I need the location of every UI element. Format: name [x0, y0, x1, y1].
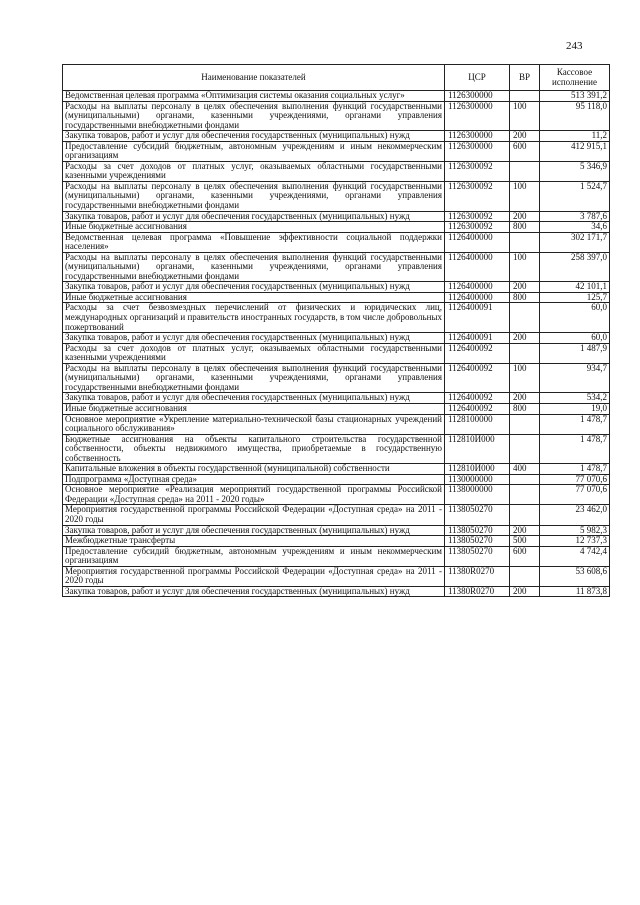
row-name: Закупка товаров, работ и услуг для обеспечения государственных (муниципальных) нужд — [63, 525, 445, 536]
row-sum: 42 101,1 — [540, 282, 610, 293]
table-row — [63, 101, 610, 131]
row-name: Мероприятия государственной программы Российской Федерации «Доступная среда» на 2011 - 2020 годы — [63, 505, 445, 525]
header-vr: ВР — [510, 65, 540, 91]
row-sum: 3 787,6 — [540, 211, 610, 222]
row-name: Ведомственная целевая программа «Оптимизация системы оказания социальных услуг» — [63, 91, 445, 102]
row-sum: 60,0 — [540, 303, 610, 333]
row-vr — [510, 505, 540, 525]
row-sum: 513 391,2 — [540, 91, 610, 102]
row-csr: 1126400092 — [445, 363, 510, 393]
table-row — [63, 414, 610, 434]
table-row — [63, 282, 610, 293]
row-sum: 934,7 — [540, 363, 610, 393]
table-row — [63, 546, 610, 566]
row-name: Иные бюджетные ассигнования — [63, 292, 445, 303]
row-name: Подпрограмма «Доступная среда» — [63, 474, 445, 485]
row-sum: 5 982,3 — [540, 525, 610, 536]
budget-table — [62, 64, 610, 597]
row-csr: 1126300092 — [445, 181, 510, 211]
row-name: Капитальные вложения в объекты государственной (муниципальной) собственности — [63, 464, 445, 475]
row-vr: 400 — [510, 464, 540, 475]
row-vr — [510, 343, 540, 363]
row-vr: 100 — [510, 363, 540, 393]
row-name: Расходы на выплаты персоналу в целях обеспечения выполнения функций государственными (муниципальными) органами, казенными учреждениями, органами управления государственными внебюджетными фондами — [63, 181, 445, 211]
table-row — [63, 211, 610, 222]
table-row — [63, 434, 610, 464]
row-sum: 412 915,1 — [540, 141, 610, 161]
table-row — [63, 464, 610, 475]
row-vr — [510, 474, 540, 485]
row-csr: 1126300092 — [445, 211, 510, 222]
row-vr — [510, 485, 540, 505]
row-name: Иные бюджетные ассигнования — [63, 403, 445, 414]
row-name: Расходы за счет безвозмездных перечислений от физических и юридических лиц, международных организаций и правительств иностранных государств, в том числе добровольных пожертвований — [63, 303, 445, 333]
row-sum: 4 742,4 — [540, 546, 610, 566]
row-sum: 5 346,9 — [540, 161, 610, 181]
table-row — [63, 586, 610, 597]
row-sum: 11,2 — [540, 131, 610, 142]
row-name: Бюджетные ассигнования на объекты капитального строительства государственной собственности, объекты недвижимого имущества, приобретаемые в государственную собственность — [63, 434, 445, 464]
row-name: Закупка товаров, работ и услуг для обеспечения государственных (муниципальных) нужд — [63, 282, 445, 293]
header-sum: Кассовое исполнение — [540, 65, 610, 91]
table-row — [63, 525, 610, 536]
page-number: 243 — [566, 40, 583, 52]
row-sum: 1 478,7 — [540, 414, 610, 434]
row-vr: 200 — [510, 393, 540, 404]
table-row — [63, 333, 610, 344]
row-name: Мероприятия государственной программы Российской Федерации «Доступная среда» на 2011 - 2020 годы — [63, 566, 445, 586]
row-sum: 11 873,8 — [540, 586, 610, 597]
row-sum: 302 171,7 — [540, 232, 610, 252]
row-name: Закупка товаров, работ и услуг для обеспечения государственных (муниципальных) нужд — [63, 211, 445, 222]
row-csr: 11380R0270 — [445, 566, 510, 586]
row-sum: 53 608,6 — [540, 566, 610, 586]
table-row — [63, 292, 610, 303]
row-csr: 112810И000 — [445, 434, 510, 464]
row-sum: 1 478,7 — [540, 434, 610, 464]
table-row — [63, 161, 610, 181]
header-csr: ЦСР — [445, 65, 510, 91]
row-name: Ведомственная целевая программа «Повышение эффективности социальной поддержки населения» — [63, 232, 445, 252]
row-csr: 1126300092 — [445, 161, 510, 181]
table-row — [63, 91, 610, 102]
row-vr: 100 — [510, 252, 540, 282]
row-csr: 1138050270 — [445, 505, 510, 525]
row-csr: 1126300000 — [445, 91, 510, 102]
table-row — [63, 181, 610, 211]
row-sum: 19,0 — [540, 403, 610, 414]
row-sum: 77 070,6 — [540, 474, 610, 485]
table-row — [63, 222, 610, 233]
row-vr: 200 — [510, 211, 540, 222]
row-vr — [510, 232, 540, 252]
row-csr: 1126400000 — [445, 252, 510, 282]
row-vr — [510, 566, 540, 586]
row-vr — [510, 434, 540, 464]
row-csr: 1126400092 — [445, 393, 510, 404]
row-vr: 200 — [510, 333, 540, 344]
row-vr: 200 — [510, 586, 540, 597]
row-csr: 1138000000 — [445, 485, 510, 505]
row-sum: 23 462,0 — [540, 505, 610, 525]
row-vr: 200 — [510, 282, 540, 293]
row-name: Закупка товаров, работ и услуг для обеспечения государственных (муниципальных) нужд — [63, 393, 445, 404]
row-sum: 95 118,0 — [540, 101, 610, 131]
row-csr: 1126400091 — [445, 333, 510, 344]
table-header-row — [63, 65, 610, 91]
row-vr: 600 — [510, 546, 540, 566]
row-sum: 77 070,6 — [540, 485, 610, 505]
table-row — [63, 303, 610, 333]
row-vr: 500 — [510, 536, 540, 547]
table-row — [63, 536, 610, 547]
row-csr: 1126300000 — [445, 131, 510, 142]
table-row — [63, 363, 610, 393]
row-vr — [510, 161, 540, 181]
row-csr: 1126300092 — [445, 222, 510, 233]
table-row — [63, 343, 610, 363]
row-name: Иные бюджетные ассигнования — [63, 222, 445, 233]
row-vr: 200 — [510, 131, 540, 142]
row-sum: 1 478,7 — [540, 464, 610, 475]
row-vr — [510, 414, 540, 434]
row-vr — [510, 303, 540, 333]
row-sum: 258 397,0 — [540, 252, 610, 282]
row-vr: 800 — [510, 222, 540, 233]
row-csr: 1128100000 — [445, 414, 510, 434]
row-vr: 600 — [510, 141, 540, 161]
row-csr: 1138050270 — [445, 546, 510, 566]
row-csr: 1126300000 — [445, 101, 510, 131]
row-name: Расходы на выплаты персоналу в целях обеспечения выполнения функций государственными (муниципальными) органами, казенными учреждениями, органами управления государственными внебюджетными фондами — [63, 101, 445, 131]
table-row — [63, 505, 610, 525]
row-csr: 1138050270 — [445, 525, 510, 536]
row-vr: 100 — [510, 101, 540, 131]
row-sum: 1 487,9 — [540, 343, 610, 363]
row-sum: 60,0 — [540, 333, 610, 344]
row-name: Закупка товаров, работ и услуг для обеспечения государственных (муниципальных) нужд — [63, 131, 445, 142]
row-name: Расходы за счет доходов от платных услуг, оказываемых областными государственными казенными учреждениями — [63, 161, 445, 181]
row-name: Межбюджетные трансферты — [63, 536, 445, 547]
row-name: Закупка товаров, работ и услуг для обеспечения государственных (муниципальных) нужд — [63, 333, 445, 344]
row-csr: 1126400092 — [445, 343, 510, 363]
table-body — [63, 91, 610, 597]
row-sum: 12 737,3 — [540, 536, 610, 547]
table-row — [63, 474, 610, 485]
row-csr: 1126400091 — [445, 303, 510, 333]
row-name: Основное мероприятие «Реализация мероприятий государственной программы Российской Федерации «Доступная среда» на 2011 - 2020 годы» — [63, 485, 445, 505]
row-csr: 1126400000 — [445, 292, 510, 303]
row-vr: 800 — [510, 403, 540, 414]
row-csr: 1138050270 — [445, 536, 510, 547]
row-name: Расходы на выплаты персоналу в целях обеспечения выполнения функций государственными (муниципальными) органами, казенными учреждениями, органами управления государственными внебюджетными фондами — [63, 363, 445, 393]
table-row — [63, 485, 610, 505]
row-csr: 112810И000 — [445, 464, 510, 475]
row-csr: 1130000000 — [445, 474, 510, 485]
row-csr: 1126400092 — [445, 403, 510, 414]
row-csr: 11380R0270 — [445, 586, 510, 597]
row-vr: 100 — [510, 181, 540, 211]
row-name: Расходы за счет доходов от платных услуг, оказываемых областными государственными казенными учреждениями — [63, 343, 445, 363]
row-sum: 1 524,7 — [540, 181, 610, 211]
header-name: Наименование показателей — [63, 65, 445, 91]
row-name: Расходы на выплаты персоналу в целях обеспечения выполнения функций государственными (муниципальными) органами, казенными учреждениями, органами управления государственными внебюджетными фондами — [63, 252, 445, 282]
row-csr: 1126400000 — [445, 232, 510, 252]
table-row — [63, 252, 610, 282]
table-row — [63, 393, 610, 404]
row-sum: 125,7 — [540, 292, 610, 303]
row-vr: 800 — [510, 292, 540, 303]
row-name: Закупка товаров, работ и услуг для обеспечения государственных (муниципальных) нужд — [63, 586, 445, 597]
table-row — [63, 131, 610, 142]
row-name: Основное мероприятие «Укрепление материально-технической базы стационарных учреждений социального обслуживания» — [63, 414, 445, 434]
row-name: Предоставление субсидий бюджетным, автономным учреждениям и иным некоммерческим организациям — [63, 546, 445, 566]
row-name: Предоставление субсидий бюджетным, автономным учреждениям и иным некоммерческим организациям — [63, 141, 445, 161]
row-vr — [510, 91, 540, 102]
row-csr: 1126400000 — [445, 282, 510, 293]
table-row — [63, 403, 610, 414]
table-row — [63, 141, 610, 161]
table-row — [63, 232, 610, 252]
row-csr: 1126300000 — [445, 141, 510, 161]
row-sum: 534,2 — [540, 393, 610, 404]
row-sum: 34,6 — [540, 222, 610, 233]
row-vr: 200 — [510, 525, 540, 536]
table-row — [63, 566, 610, 586]
